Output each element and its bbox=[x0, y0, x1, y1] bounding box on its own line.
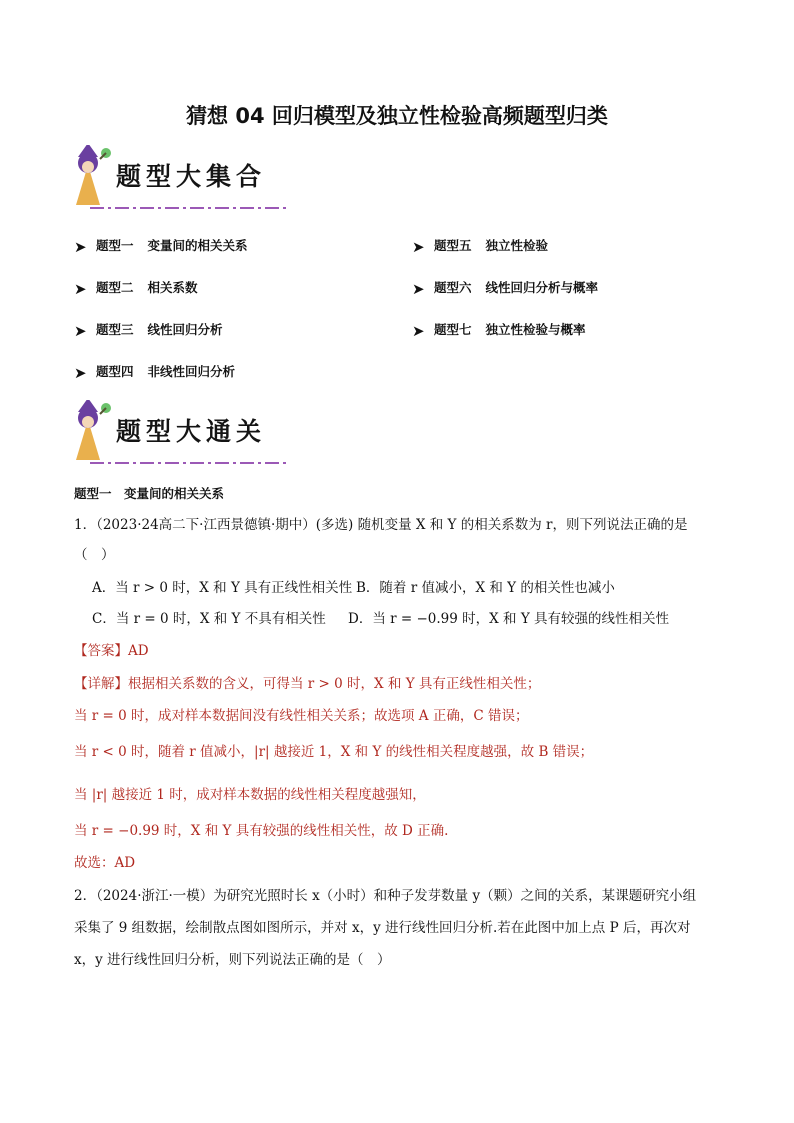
banner-underline bbox=[90, 460, 320, 466]
arrow-icon: ➤ bbox=[412, 321, 425, 340]
answer-value: AD bbox=[128, 643, 149, 659]
toc-name: 相关系数 bbox=[147, 280, 198, 295]
arrow-icon: ➤ bbox=[74, 363, 87, 382]
toc-code: 题型二 bbox=[96, 280, 134, 295]
arrow-icon: ➤ bbox=[412, 279, 425, 298]
toc-item[interactable] bbox=[412, 236, 548, 256]
toc-name: 线性回归分析 bbox=[147, 322, 223, 337]
toc-name: 非线性回归分析 bbox=[147, 364, 236, 379]
page-title: 猜想 04 回归模型及独立性检验高频题型归类 bbox=[186, 104, 608, 128]
toc-item[interactable] bbox=[74, 320, 223, 340]
toc-item[interactable] bbox=[412, 320, 586, 340]
detail-tag: 【详解】 bbox=[74, 676, 128, 692]
toc-name: 变量间的相关关系 bbox=[147, 238, 248, 253]
q1-detail-3: 当 r < 0 时，随着 r 值减小，|r| 越接近 1，X 和 Y 的线性相关程度越强，故 B 错误； bbox=[74, 744, 594, 760]
banner-pass-label: 题型大通关 bbox=[116, 417, 267, 446]
q1-stem-blank: （ ） bbox=[74, 547, 115, 563]
q1-option-c: C．当 r = 0 时，X 和 Y 不具有相关性 bbox=[92, 611, 326, 627]
toc-item[interactable] bbox=[74, 278, 198, 298]
q2-stem-2: 采集了 9 组数据，绘制散点图如图所示，并对 x，y 进行线性回归分析.若在此图中加上点 P 后，再次对 bbox=[74, 920, 691, 936]
q1-detail-4: 当 |r| 越接近 1 时，成对样本数据的线性相关程度越强知， bbox=[74, 787, 426, 803]
toc-item[interactable] bbox=[74, 236, 248, 256]
q1-stem: 1．（2023·24高二下·江西景德镇·期中）(多选) 随机变量 X 和 Y 的相关系数为 r，则下列说法正确的是 bbox=[74, 517, 688, 533]
q1-option-a: A．当 r > 0 时，X 和 Y 具有正线性相关性 bbox=[92, 580, 353, 596]
arrow-icon: ➤ bbox=[74, 321, 87, 340]
banner-pass bbox=[66, 400, 296, 470]
arrow-icon: ➤ bbox=[74, 237, 87, 256]
q1-detail-5: 当 r = −0.99 时，X 和 Y 具有较强的线性相关性，故 D 正确. bbox=[74, 823, 449, 839]
toc-name: 独立性检验 bbox=[485, 238, 549, 253]
toc-code: 题型三 bbox=[96, 322, 134, 337]
toc-item[interactable] bbox=[74, 362, 235, 382]
arrow-icon: ➤ bbox=[412, 237, 425, 256]
banner-collection bbox=[66, 145, 296, 215]
toc-item[interactable] bbox=[412, 278, 598, 298]
q2-stem-1: 2．（2024·浙江·一模）为研究光照时长 x（小时）和种子发芽数量 y（颗）之间的关系，某课题研究小组 bbox=[74, 888, 697, 904]
toc-code: 题型五 bbox=[434, 238, 472, 253]
toc-code: 题型七 bbox=[434, 322, 472, 337]
banner-underline bbox=[90, 205, 320, 211]
banner-collection-label: 题型大集合 bbox=[116, 162, 267, 191]
q1-option-b: B．随着 r 值减小，X 和 Y 的相关性也减小 bbox=[356, 580, 615, 596]
toc-code: 题型四 bbox=[96, 364, 134, 379]
q1-detail-1 bbox=[74, 674, 540, 694]
q1-choice: 故选：AD bbox=[74, 855, 136, 871]
toc-code: 题型六 bbox=[434, 280, 472, 295]
section-heading: 题型一 变量间的相关关系 bbox=[74, 486, 225, 501]
answer-tag: 【答案】 bbox=[74, 643, 128, 659]
toc-name: 线性回归分析与概率 bbox=[485, 280, 599, 295]
arrow-icon: ➤ bbox=[74, 279, 87, 298]
detail-text: 根据相关系数的含义，可得当 r > 0 时，X 和 Y 具有正线性相关性； bbox=[128, 676, 541, 692]
toc-code: 题型一 bbox=[96, 238, 134, 253]
q1-option-d: D．当 r = −0.99 时，X 和 Y 具有较强的线性相关性 bbox=[348, 611, 670, 627]
q1-detail-2: 当 r = 0 时，成对样本数据间没有线性相关关系；故选项 A 正确，C 错误； bbox=[74, 708, 529, 724]
toc-name: 独立性检验与概率 bbox=[485, 322, 586, 337]
q2-stem-3: x，y 进行线性回归分析，则下列说法正确的是（ ） bbox=[74, 952, 391, 968]
q1-answer bbox=[74, 641, 149, 661]
